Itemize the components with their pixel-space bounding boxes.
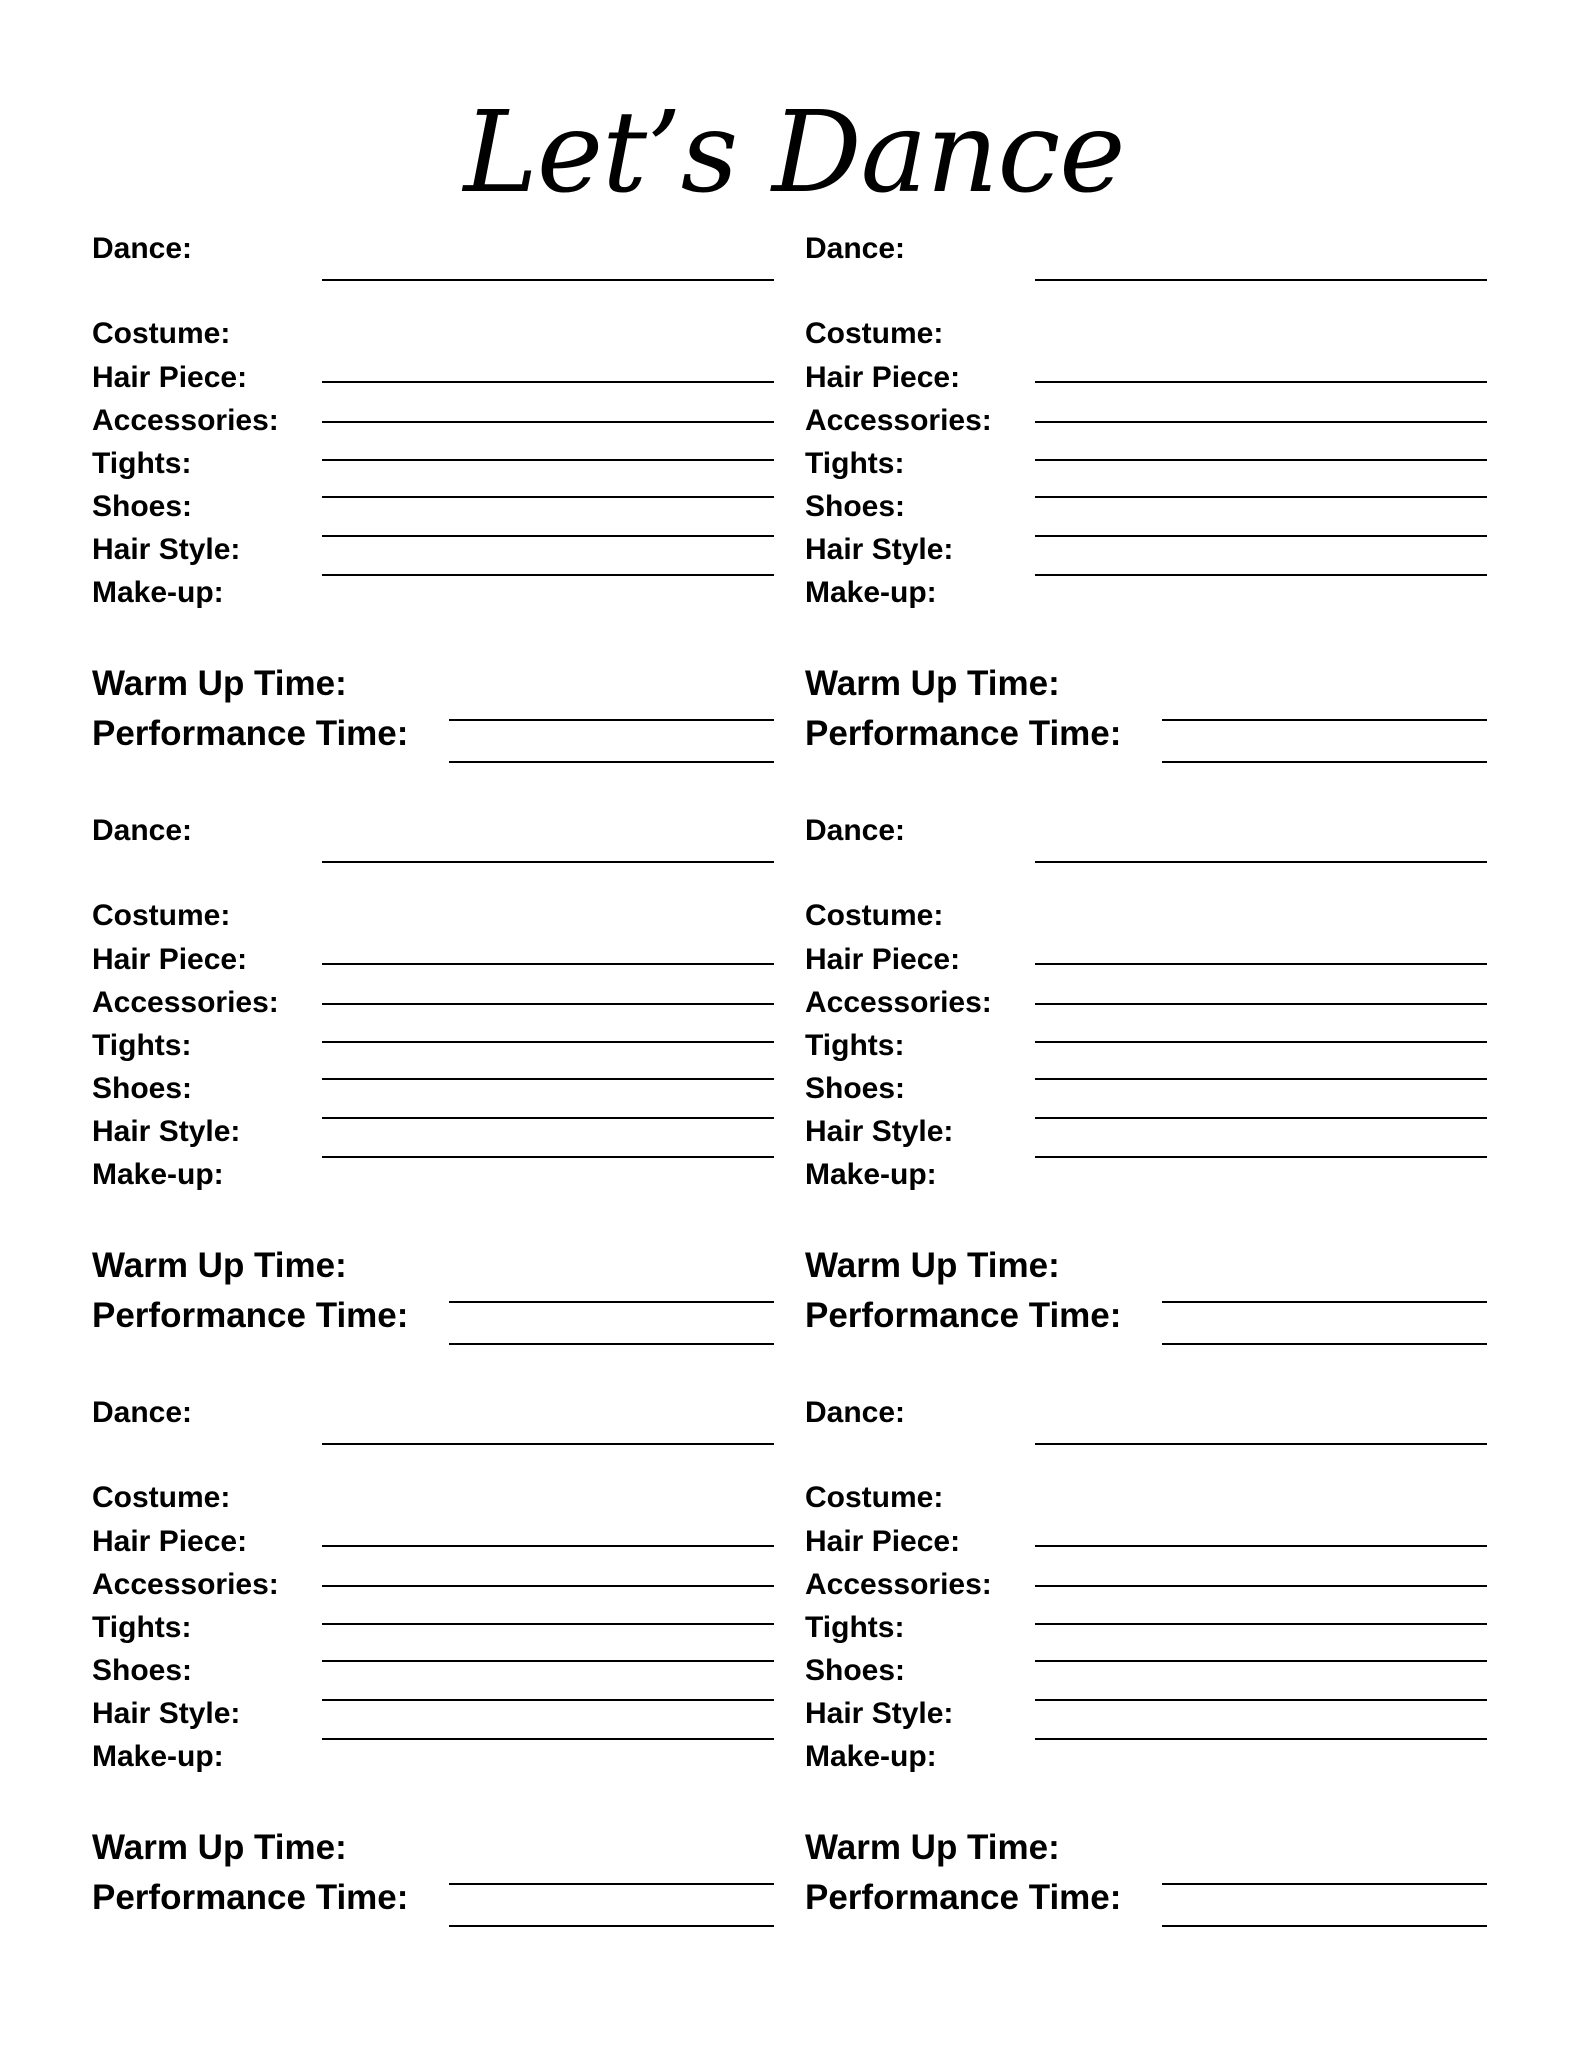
- costume-label: Costume:: [805, 317, 944, 350]
- makeup-label: Make-up:: [92, 1158, 224, 1191]
- dance-label: Dance:: [805, 232, 906, 265]
- dance-label: Dance:: [92, 1396, 193, 1429]
- dance-label: Dance:: [92, 232, 193, 265]
- hair-piece-label: Hair Piece:: [92, 943, 248, 976]
- warm-up-time-field[interactable]: [1162, 1883, 1487, 1885]
- costume-label: Costume:: [92, 1481, 231, 1514]
- hair-style-field[interactable]: [1035, 1117, 1487, 1119]
- costume-label: Costume:: [92, 317, 231, 350]
- shoes-field[interactable]: [1035, 1660, 1487, 1662]
- tights-field[interactable]: [322, 1041, 774, 1043]
- performance-time-label: Performance Time:: [805, 1296, 1122, 1335]
- tights-field[interactable]: [322, 1623, 774, 1625]
- tights-label: Tights:: [92, 447, 192, 480]
- tights-label: Tights:: [92, 1029, 192, 1062]
- dance-entry: [92, 1394, 812, 1974]
- shoes-label: Shoes:: [92, 1654, 193, 1687]
- warm-up-time-field[interactable]: [1162, 719, 1487, 721]
- performance-time-label: Performance Time:: [805, 714, 1122, 753]
- makeup-label: Make-up:: [92, 1740, 224, 1773]
- makeup-label: Make-up:: [805, 1158, 937, 1191]
- makeup-field[interactable]: [1035, 1738, 1487, 1740]
- tights-label: Tights:: [92, 1611, 192, 1644]
- shoes-field[interactable]: [1035, 1078, 1487, 1080]
- performance-time-field[interactable]: [449, 761, 774, 763]
- makeup-label: Make-up:: [805, 576, 937, 609]
- dance-entry: [805, 812, 1525, 1392]
- hair-piece-field[interactable]: [322, 963, 774, 965]
- makeup-field[interactable]: [1035, 574, 1487, 576]
- shoes-field[interactable]: [322, 1078, 774, 1080]
- accessories-label: Accessories:: [805, 1568, 992, 1601]
- hair-style-label: Hair Style:: [805, 533, 954, 566]
- makeup-field[interactable]: [322, 1156, 774, 1158]
- tights-label: Tights:: [805, 1611, 905, 1644]
- page-title: Let’s Dance: [463, 88, 1125, 218]
- hair-piece-field[interactable]: [1035, 381, 1487, 383]
- accessories-field[interactable]: [322, 1003, 774, 1005]
- accessories-field[interactable]: [322, 421, 774, 423]
- hair-style-label: Hair Style:: [805, 1115, 954, 1148]
- warm-up-time-field[interactable]: [1162, 1301, 1487, 1303]
- makeup-field[interactable]: [322, 1738, 774, 1740]
- hair-piece-label: Hair Piece:: [92, 1525, 248, 1558]
- performance-time-label: Performance Time:: [92, 714, 409, 753]
- hair-style-label: Hair Style:: [92, 533, 241, 566]
- hair-style-label: Hair Style:: [92, 1697, 241, 1730]
- dance-field[interactable]: [322, 861, 774, 863]
- shoes-label: Shoes:: [92, 490, 193, 523]
- tights-field[interactable]: [1035, 1041, 1487, 1043]
- warm-up-time-label: Warm Up Time:: [805, 1828, 1060, 1867]
- dance-label: Dance:: [805, 814, 906, 847]
- tights-label: Tights:: [805, 1029, 905, 1062]
- dance-field[interactable]: [322, 279, 774, 281]
- dance-entry: [805, 230, 1525, 810]
- accessories-field[interactable]: [1035, 421, 1487, 423]
- hair-piece-field[interactable]: [1035, 1545, 1487, 1547]
- shoes-label: Shoes:: [92, 1072, 193, 1105]
- dance-field[interactable]: [1035, 1443, 1487, 1445]
- performance-time-field[interactable]: [1162, 1343, 1487, 1345]
- hair-style-field[interactable]: [322, 1699, 774, 1701]
- makeup-label: Make-up:: [92, 576, 224, 609]
- dance-field[interactable]: [1035, 861, 1487, 863]
- performance-time-field[interactable]: [1162, 1925, 1487, 1927]
- accessories-label: Accessories:: [92, 986, 279, 1019]
- tights-field[interactable]: [1035, 1623, 1487, 1625]
- accessories-field[interactable]: [1035, 1003, 1487, 1005]
- shoes-field[interactable]: [1035, 496, 1487, 498]
- warm-up-time-field[interactable]: [449, 1883, 774, 1885]
- dance-entry: [92, 812, 812, 1392]
- performance-time-label: Performance Time:: [805, 1878, 1122, 1917]
- costume-label: Costume:: [805, 1481, 944, 1514]
- shoes-field[interactable]: [322, 1660, 774, 1662]
- performance-time-label: Performance Time:: [92, 1296, 409, 1335]
- warm-up-time-label: Warm Up Time:: [92, 1246, 347, 1285]
- dance-entry: [92, 230, 812, 810]
- dance-entry: [805, 1394, 1525, 1974]
- warm-up-time-label: Warm Up Time:: [805, 1246, 1060, 1285]
- hair-piece-label: Hair Piece:: [805, 361, 961, 394]
- performance-time-field[interactable]: [449, 1925, 774, 1927]
- shoes-label: Shoes:: [805, 1654, 906, 1687]
- warm-up-time-field[interactable]: [449, 719, 774, 721]
- hair-piece-field[interactable]: [322, 1545, 774, 1547]
- makeup-label: Make-up:: [805, 1740, 937, 1773]
- hair-style-label: Hair Style:: [92, 1115, 241, 1148]
- hair-style-field[interactable]: [322, 1117, 774, 1119]
- accessories-label: Accessories:: [805, 986, 992, 1019]
- hair-piece-label: Hair Piece:: [805, 943, 961, 976]
- hair-style-field[interactable]: [1035, 1699, 1487, 1701]
- performance-time-field[interactable]: [449, 1343, 774, 1345]
- makeup-field[interactable]: [1035, 1156, 1487, 1158]
- costume-label: Costume:: [805, 899, 944, 932]
- dance-label: Dance:: [92, 814, 193, 847]
- hair-piece-field[interactable]: [322, 381, 774, 383]
- dance-label: Dance:: [805, 1396, 906, 1429]
- warm-up-time-label: Warm Up Time:: [92, 1828, 347, 1867]
- makeup-field[interactable]: [322, 574, 774, 576]
- shoes-label: Shoes:: [805, 1072, 906, 1105]
- costume-label: Costume:: [92, 899, 231, 932]
- shoes-label: Shoes:: [805, 490, 906, 523]
- dance-field[interactable]: [1035, 279, 1487, 281]
- tights-field[interactable]: [322, 459, 774, 461]
- hair-piece-field[interactable]: [1035, 963, 1487, 965]
- accessories-field[interactable]: [1035, 1585, 1487, 1587]
- performance-time-label: Performance Time:: [92, 1878, 409, 1917]
- dance-field[interactable]: [322, 1443, 774, 1445]
- accessories-label: Accessories:: [805, 404, 992, 437]
- accessories-label: Accessories:: [92, 404, 279, 437]
- accessories-label: Accessories:: [92, 1568, 279, 1601]
- warm-up-time-field[interactable]: [449, 1301, 774, 1303]
- tights-field[interactable]: [1035, 459, 1487, 461]
- warm-up-time-label: Warm Up Time:: [92, 664, 347, 703]
- hair-piece-label: Hair Piece:: [805, 1525, 961, 1558]
- accessories-field[interactable]: [322, 1585, 774, 1587]
- warm-up-time-label: Warm Up Time:: [805, 664, 1060, 703]
- hair-style-field[interactable]: [1035, 535, 1487, 537]
- hair-piece-label: Hair Piece:: [92, 361, 248, 394]
- performance-time-field[interactable]: [1162, 761, 1487, 763]
- shoes-field[interactable]: [322, 496, 774, 498]
- hair-style-label: Hair Style:: [805, 1697, 954, 1730]
- tights-label: Tights:: [805, 447, 905, 480]
- hair-style-field[interactable]: [322, 535, 774, 537]
